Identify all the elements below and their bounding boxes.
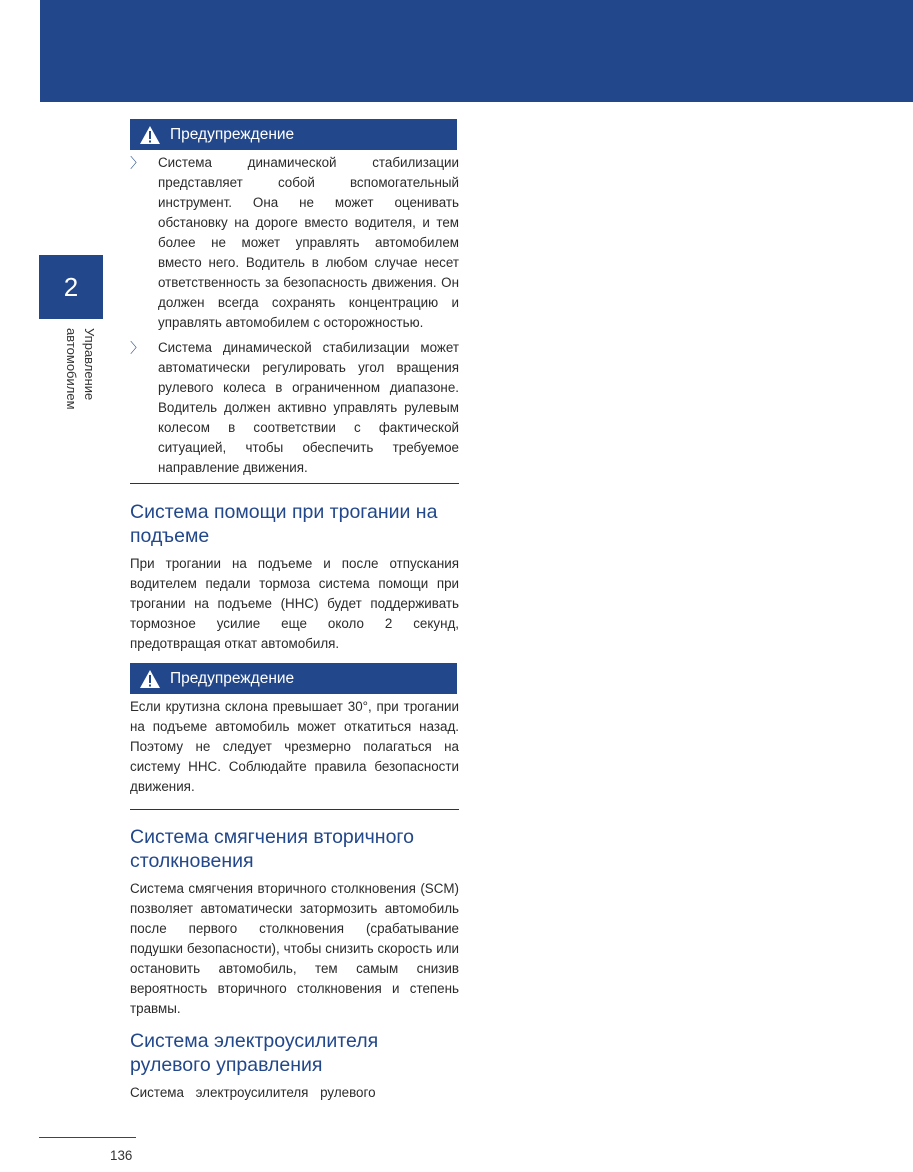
warning-title: Предупреждение (170, 125, 295, 143)
section-heading-scm: Система смягчения вторичного столкновения (130, 826, 414, 872)
section-heading-hhc: Система помощи при трогании на подъеме (130, 501, 438, 547)
chevron-right-icon: 〉 (130, 340, 144, 356)
warning-triangle-icon (130, 669, 170, 689)
divider (130, 483, 459, 484)
section-text-hhc: При трогании на подъеме и после отпускания водителем педали тормоза система помощи при трогании на подъеме (HHC) будет поддерживать тормозное усилие еще около 2 секунд, предотвращая откат автомобиля. (130, 556, 459, 651)
section-text-eps: Система электроусилителя рулевого (130, 1085, 376, 1100)
content-column (130, 119, 459, 1103)
page-number: 136 (110, 1148, 133, 1163)
list-item (130, 338, 459, 478)
chapter-label: Управление автомобилем (64, 328, 97, 410)
list-item-text: Система динамической стабилизации представляет собой вспомогательный инструмент. Она не может оценивать обстановку на дороге вместо водителя, и тем более не может управлять автомобилем вместо него. Водитель в любом случае несет ответственность за безопасность движения. Он должен всегда сохранять концентрацию и управлять автомобилем с осторожностью. (158, 155, 459, 330)
warning-text-hhc: Если крутизна склона превышает 30°, при трогании на подъеме автомобиль может откатиться назад. Поэтому не следует чрезмерно полагаться на систему HHC. Соблюдайте правила безопасности движения. (130, 699, 459, 794)
warning-triangle-icon (130, 125, 170, 145)
section-text-scm: Система смягчения вторичного столкновения (SCM) позволяет автоматически затормозить автомобиль после первого столкновения (срабатывание подушки безопасности), чтобы снизить скорость или остановить автомобиль, тем самым снизив вероятность вторичного столкновения и степень травмы. (130, 881, 459, 1016)
warning-list (130, 153, 459, 478)
divider (130, 809, 459, 810)
top-banner (40, 0, 913, 102)
warning-box-header (130, 663, 457, 694)
list-item (130, 153, 459, 333)
section-heading-eps: Система электроусилителя рулевого управления (130, 1030, 379, 1076)
footer-rule (39, 1137, 136, 1138)
chevron-right-icon: 〉 (130, 155, 144, 171)
warning-title: Предупреждение (170, 669, 295, 687)
list-item-text: Система динамической стабилизации может автоматически регулировать угол вращения рулевого колеса в ограниченном диапазоне. Водитель должен активно управлять рулевым колесом в соответствии с фактической ситуацией, чтобы обеспечить требуемое направление движения. (158, 340, 459, 475)
chapter-number-tab: 2 (39, 255, 103, 319)
warning-box-header (130, 119, 457, 150)
